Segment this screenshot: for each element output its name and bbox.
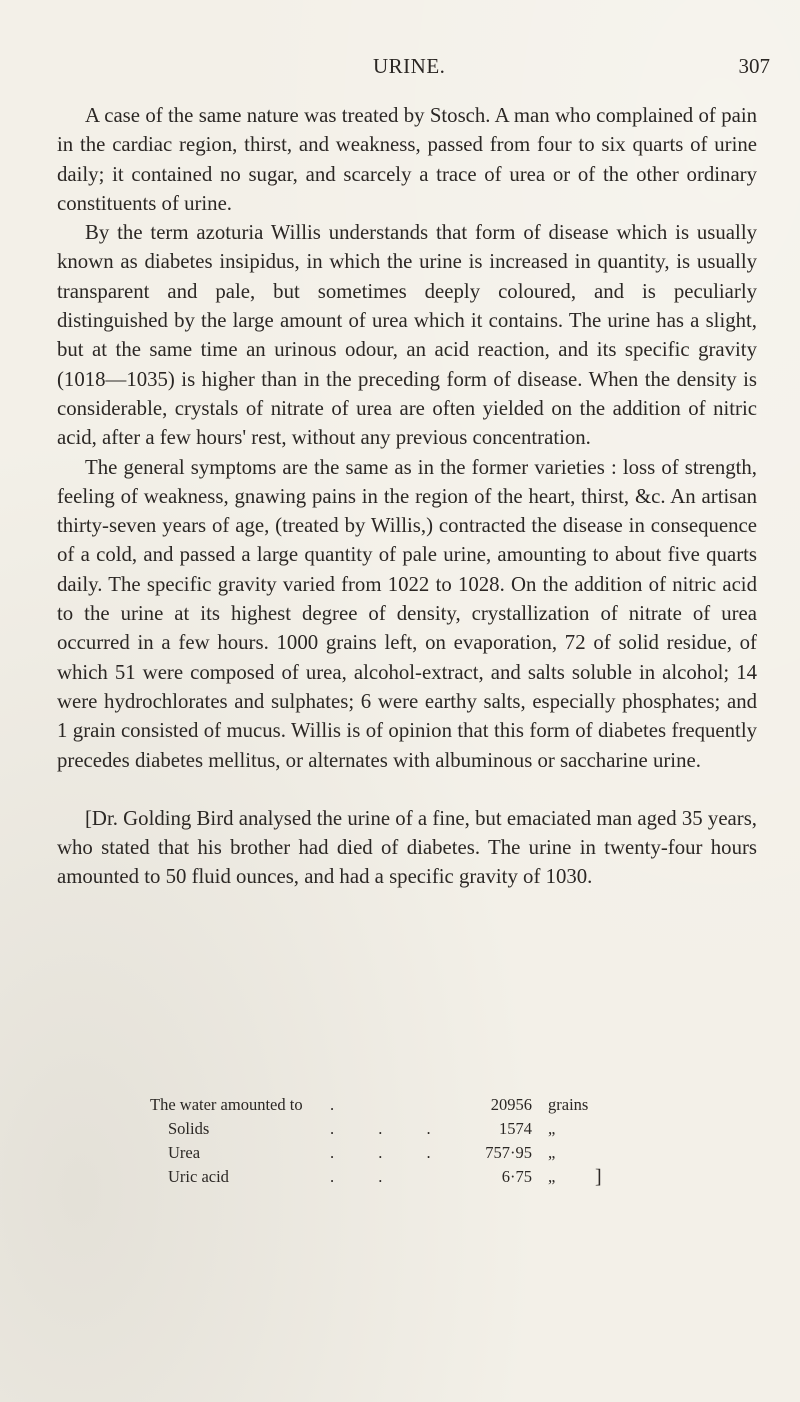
page-number: 307 (738, 54, 770, 78)
row-value: 757·95 (485, 1143, 532, 1162)
table-row (150, 1165, 710, 1189)
row-value: 1574 (499, 1119, 532, 1138)
row-unit: grains (548, 1095, 589, 1114)
leader-dots: . . (330, 1167, 403, 1186)
row-unit: „ (548, 1167, 556, 1186)
body-text (57, 101, 757, 892)
row-label: Solids (168, 1119, 210, 1138)
closing-bracket: ] (595, 1166, 602, 1188)
paragraph-azoturia: By the term azoturia Willis understands that form of disease which is usually known as diabetes insipidus, in which the urine is increased in quantity, is usually transparent and pale, but sometimes deeply coloured, and is peculiarly distinguished by the large amount of urea which it contains. The urine has a slight, but at the same time an urinous odour, an acid reaction, and its specific gravity (1018—1035) is higher than in the preceding form of disease. When the density is considerable, crystals of nitrate of urea are often yielded on the addition of nitric acid, after a few hours' rest, without any previous concentration. (57, 221, 757, 450)
table-row (150, 1093, 710, 1117)
paragraph-golding-bird: [Dr. Golding Bird analysed the urine of a fine, but emaciated man aged 35 years, who stated that his brother had died of diabetes. The urine in twenty-four hours amounted to 50 fluid ounces, and had a specific gravity of 1030. (57, 806, 757, 889)
leader-dots: . . . (330, 1119, 451, 1138)
row-label: Uric acid (168, 1167, 229, 1186)
row-value: 20956 (490, 1095, 532, 1114)
running-title: URINE. (373, 54, 446, 78)
row-unit: „ (548, 1143, 556, 1162)
paragraph-stosch-case: A case of the same nature was treated by Stosch. A man who complained of pain in the cardiac region, thirst, and weakness, passed from four to six quarts of urine daily; it contained no sugar, and scarcely a trace of urea or of the other ordinary constituents of urine. (57, 104, 757, 215)
leader-dots: . . . (330, 1143, 451, 1162)
paragraph-general-symptoms: The general symptoms are the same as in the former varieties : loss of strength, feeling of weakness, gnawing pains in the region of the heart, thirst, &c. An artisan thirty-seven years of age, (treated by Willis,) contracted the disease in consequence of a cold, and passed a large quantity of pale urine, amounting to about five quarts daily. The specific gravity varied from 1022 to 1028. On the addition of nitric acid to the urine at its highest degree of density, crystallization of nitrate of urea occurred in a few hours. 1000 grains left, on evaporation, 72 of solid residue, of which 51 were composed of urea, alcohol-extract, and salts soluble in alcohol; 14 were hydrochlorates and sulphates; 6 were earthy salts, especially phosphates; and 1 grain consisted of mucus. Willis is of opinion that this form of diabetes frequently precedes diabetes mellitus, or alternates with albuminous or saccharine urine. (57, 455, 757, 772)
row-label: The water amounted to (150, 1095, 303, 1114)
row-unit: „ (548, 1119, 556, 1138)
row-label: Urea (168, 1143, 201, 1162)
running-head (0, 54, 800, 84)
urine-analysis-table (150, 1093, 710, 1189)
table-row (150, 1117, 710, 1141)
leader-dots: . (330, 1095, 355, 1114)
row-value: 6·75 (501, 1167, 532, 1186)
table-row (150, 1141, 710, 1165)
